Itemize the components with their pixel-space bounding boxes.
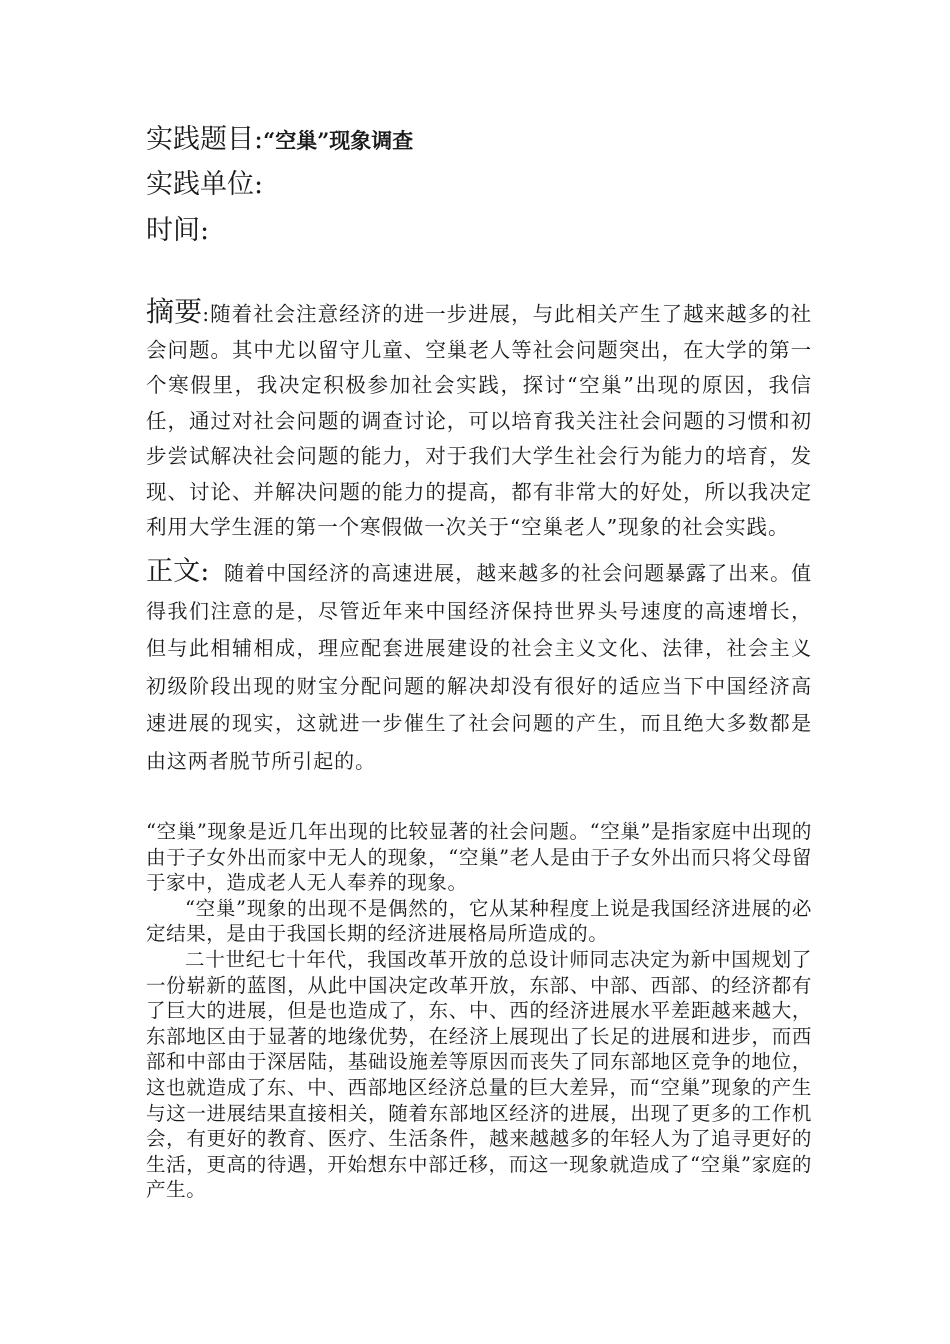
- body-paragraph-3: 二十世纪七十年代，我国改革开放的总设计师同志决定为新中国规划了一份崭新的蓝图，从此中国决定改革开放，东部、中部、西部、的经济都有了巨大的进展，但是也造成了，东、中、西的经济进展水平差距越来越大，东部地区由于显著的地缘优势，在经济上展现出了长足的进展和进步，而西部和中部由于深居陆，基础设施差等原因而丧失了同东部地区竞争的地位，这也就造成了东、中、西部地区经济总量的巨大差异，而“空巢”现象的产生与这一进展结果直接相关，随着东部地区经济的进展，出现了更多的工作机会，有更好的教育、医疗、生活条件，越来越越多的年轻人为了追寻更好的生活，更高的待遇，开始想东中部迁移，而这一现象就造成了“空巢”家庭的产生。: [146, 947, 812, 1202]
- time-line: [146, 213, 209, 249]
- abstract-label: 摘要: [146, 295, 203, 328]
- body-paragraph-1: “空巢”现象是近几年出现的比较显著的社会问题。“空巢”是指家庭中出现的由于子女外出而家中无人的现象，“空巢”老人是由于子女外出而只将父母留于家中，造成老人无人奉养的现象。: [146, 820, 812, 895]
- abstract-colon: :: [202, 302, 211, 326]
- topic-label: 实践题目:: [146, 124, 264, 155]
- body-paragraph-2: “空巢”现象的出现不是偶然的，它从某种程度上说是我国经济进展的必定结果，是由于我国长期的经济进展格局所造成的。: [146, 896, 812, 946]
- abstract-paragraph: [146, 294, 812, 546]
- unit-label: 实践单位:: [146, 169, 264, 200]
- topic-value: “空巢”现象调查: [263, 128, 414, 153]
- body-intro-paragraph: [146, 553, 812, 780]
- topic-line: [146, 122, 413, 159]
- abstract-text: 随着社会注意经济的进一步进展，与此相关产生了越来越多的社会问题。其中尤以留守儿童、空巢老人等社会问题突出，在大学的第一个寒假里，我决定积极参加社会实践，探讨“空巢”出现的原因，我信任，通过对社会问题的调查讨论，可以培育我关注社会问题的习惯和初步尝试解决社会问题的能力，对于我们大学生社会行为能力的培育，发现、讨论、并解决问题的能力的提高，都有非常大的好处，所以我决定利用大学生涯的第一个寒假做一次关于“空巢老人”现象的社会实践。: [146, 302, 812, 539]
- body-section: [146, 819, 812, 1203]
- body-intro-text: 随着中国经济的高速进展，越来越多的社会问题暴露了出来。值得我们注意的是，尽管近年来中国经济保持世界头号速度的高速增长，但与此相辅相成，理应配套进展建设的社会主义文化、法律，社会主义初级阶段出现的财宝分配问题的解决却没有很好的适应当下中国经济高速进展的现实，这就进一步催生了社会问题的产生，而且绝大多数都是由这两者脱节所引起的。: [146, 561, 813, 773]
- unit-line: [146, 167, 263, 203]
- time-label: 时间:: [146, 215, 210, 246]
- body-label: 正文:: [146, 556, 210, 587]
